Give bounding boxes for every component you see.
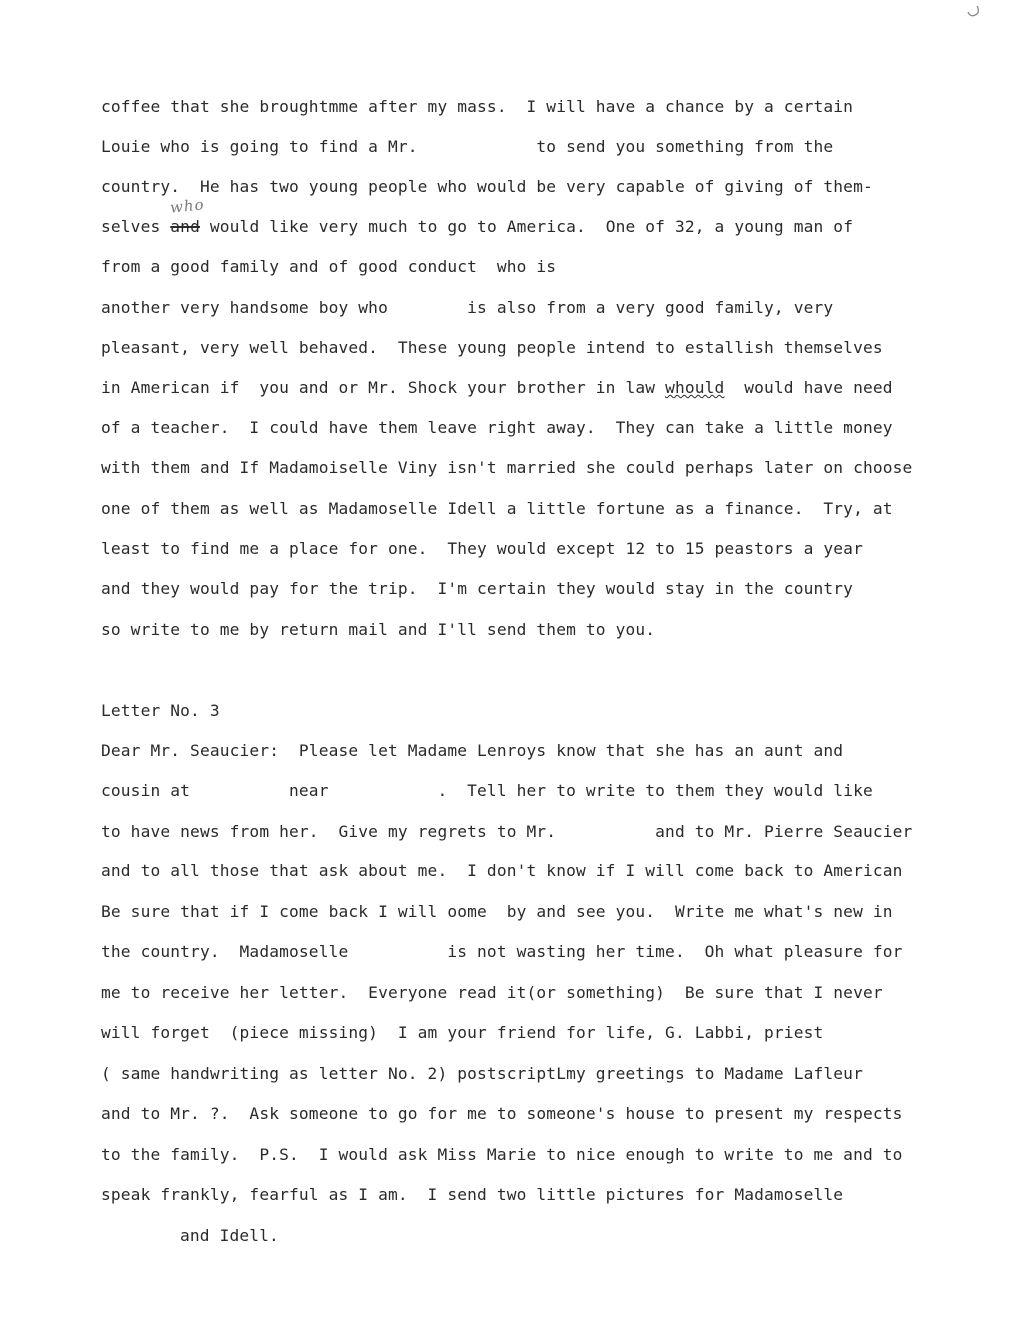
text-line-6: another very handsome boy who is also from a very good family, very xyxy=(101,298,834,317)
text-line-19: and to all those that ask about me. I don't know if I will come back to American xyxy=(101,861,903,880)
text-line-13: and they would pay for the trip. I'm certain they would stay in the country xyxy=(101,579,854,598)
text-line-23: will forget (piece missing) I am your friend for life, G. Labbi, priest xyxy=(101,1023,824,1042)
text-line-8-prefix: in American if you and or Mr. Shock your brother in law xyxy=(101,378,666,397)
text-line-2: Louie who is going to find a Mr. to send you something from the xyxy=(101,137,834,156)
text-line-17: cousin at near . Tell her to write to them they would like xyxy=(101,781,873,800)
text-line-7: pleasant, very well behaved. These young people intend to estallish themselves xyxy=(101,338,883,357)
text-line-12: least to find me a place for one. They would except 12 to 15 peastors a year xyxy=(101,539,863,558)
text-line-25: and to Mr. ?. Ask someone to go for me to someone's house to present my respects xyxy=(101,1104,903,1123)
text-line-28: and Idell. xyxy=(180,1226,279,1245)
text-line-26: to the family. P.S. I would ask Miss Marie to nice enough to write to me and to xyxy=(101,1145,903,1164)
text-line-3: country. He has two young people who would be very capable of giving of them- xyxy=(101,177,873,196)
text-line-8-rest: would have need xyxy=(724,378,893,397)
page-corner-glyph-icon xyxy=(965,4,981,20)
text-line-20: Be sure that if I come back I will oome by and see you. Write me what's new in xyxy=(101,902,893,921)
text-line-4-prefix: selves xyxy=(101,217,171,236)
text-line-1: coffee that she broughtmme after my mass. I will have a chance by a certain xyxy=(101,97,854,116)
handwritten-insert: who xyxy=(169,195,206,217)
text-line-18: to have news from her. Give my regrets to Mr. and to Mr. Pierre Seaucier xyxy=(101,822,913,841)
text-line-21: the country. Madamoselle is not wasting her time. Oh what pleasure for xyxy=(101,942,903,961)
struck-word: and xyxy=(170,217,200,236)
letter-heading: Letter No. 3 xyxy=(101,701,220,720)
text-line-11: one of them as well as Madamoselle Idell a little fortune as a finance. Try, at xyxy=(101,499,893,518)
text-line-9: of a teacher. I could have them leave right away. They can take a little money xyxy=(101,418,893,437)
text-line-24: ( same handwriting as letter No. 2) postscriptLmy greetings to Madame Lafleur xyxy=(101,1064,863,1083)
text-line-4 xyxy=(101,217,853,237)
text-line-10: with them and If Madamoiselle Viny isn't married she could perhaps later on choose xyxy=(101,458,913,477)
text-line-16: Dear Mr. Seaucier: Please let Madame Lenroys know that she has an aunt and xyxy=(101,741,844,760)
text-line-4-rest: would like very much to go to America. One of 32, a young man of xyxy=(199,217,854,236)
text-line-27: speak frankly, fearful as I am. I send two little pictures for Madamoselle xyxy=(101,1185,844,1204)
text-line-8 xyxy=(101,378,893,398)
text-line-14: so write to me by return mail and I'll send them to you. xyxy=(101,620,656,639)
struck-word: whould xyxy=(665,378,725,397)
text-line-22: me to receive her letter. Everyone read it(or something) Be sure that I never xyxy=(101,983,883,1002)
text-line-5: from a good family and of good conduct who is xyxy=(101,257,557,276)
